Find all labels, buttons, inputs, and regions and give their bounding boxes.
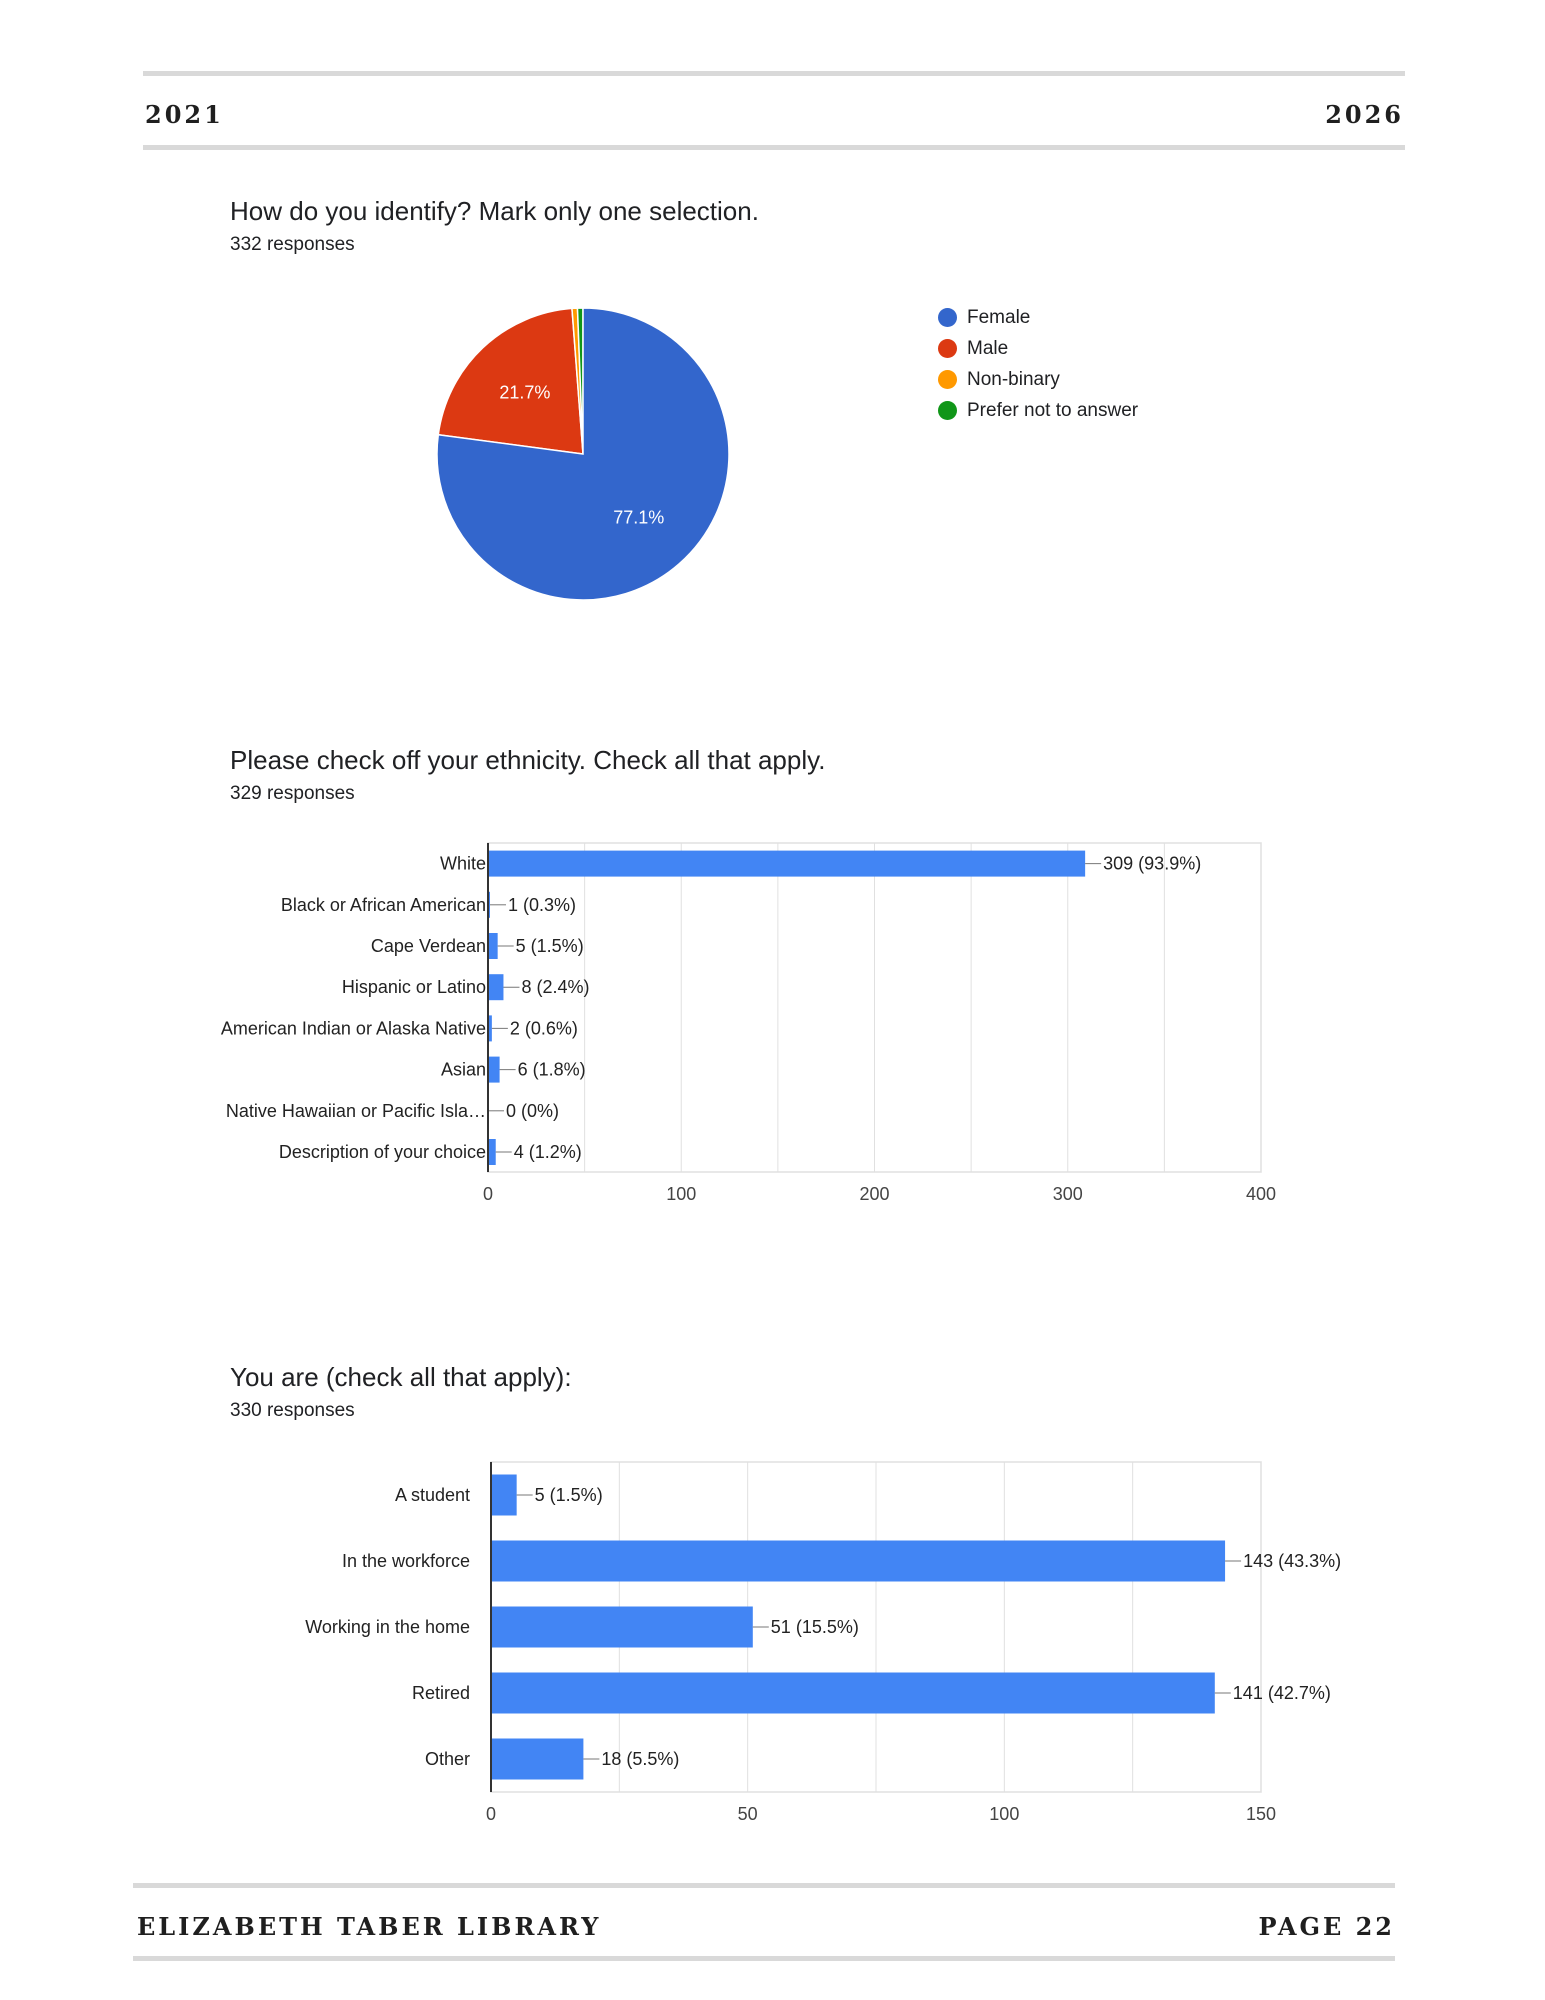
ethnicity-tick-label: 0	[482, 1184, 494, 1200]
ethnicity-data-label: 2 (0.6%)	[509, 1018, 578, 1039]
ethnicity-bar-cape-verdean	[488, 933, 498, 959]
ethnicity-data-label: 6 (1.8%)	[517, 1059, 586, 1080]
legend-swatch	[938, 401, 957, 420]
ethnicity-tick-label: 300	[1052, 1184, 1083, 1200]
status-data-label: 18 (5.5%)	[601, 1749, 680, 1769]
ethnicity-data-label: 8 (2.4%)	[521, 977, 590, 998]
status-data-label: 5 (1.5%)	[534, 1485, 603, 1505]
pie-label-female: 77.1%	[613, 507, 665, 528]
legend-item-non-binary	[938, 364, 1138, 395]
header-bottom-rule	[143, 145, 1405, 150]
status-bar-a-student	[491, 1475, 517, 1516]
legend-item-female	[938, 302, 1138, 333]
legend-swatch	[938, 370, 957, 389]
gender-chart-title: How do you identify? Mark only one selection.	[230, 196, 759, 226]
ethnicity-bar-chart	[0, 820, 1545, 1200]
ethnicity-tick-label: 400	[1245, 1184, 1277, 1200]
pie-slice-male	[438, 308, 583, 454]
status-tick-label: 100	[989, 1804, 1020, 1824]
status-tick-label: 150	[1245, 1804, 1277, 1824]
status-tick-label: 50	[737, 1804, 758, 1824]
status-bar-chart	[0, 1440, 1545, 1840]
header-year-start: 2021	[145, 100, 224, 129]
legend-label: Female	[967, 306, 1031, 328]
ethnicity-bar-description-of-your-choice	[488, 1139, 496, 1165]
legend-label: Non-binary	[967, 368, 1060, 390]
status-category-label: A student	[394, 1485, 470, 1505]
ethnicity-category-label: White	[439, 853, 486, 874]
ethnicity-data-label: 5 (1.5%)	[515, 936, 584, 956]
gender-pie-chart	[423, 294, 743, 614]
footer-page-number: PAGE 22	[1258, 1912, 1395, 1941]
gender-response-count: 332 responses	[230, 234, 355, 255]
ethnicity-chart-title: Please check off your ethnicity. Check all that apply.	[230, 745, 826, 775]
ethnicity-data-label: 0 (0%)	[506, 1100, 560, 1121]
status-data-label: 143 (43.3%)	[1243, 1551, 1342, 1571]
pie-label-male: 21.7%	[499, 382, 551, 403]
legend-label: Prefer not to answer	[967, 399, 1139, 421]
ethnicity-bar-hispanic-or-latino	[488, 974, 503, 1000]
header-year-end: 2026	[1325, 100, 1404, 129]
status-bar-retired	[491, 1673, 1215, 1714]
ethnicity-category-label: American Indian or Alaska Native	[220, 1018, 486, 1039]
ethnicity-response-count: 329 responses	[230, 783, 355, 804]
ethnicity-bar-white	[488, 851, 1085, 877]
footer-bottom-rule	[133, 1956, 1395, 1961]
legend-label: Male	[967, 337, 1009, 359]
legend-item-prefer-not-to-answer	[938, 395, 1138, 426]
ethnicity-bar-asian	[488, 1057, 500, 1083]
ethnicity-category-label: Asian	[440, 1059, 486, 1080]
status-category-label: Other	[424, 1749, 470, 1769]
ethnicity-data-label: 309 (93.9%)	[1103, 853, 1202, 874]
status-category-label: Retired	[411, 1683, 470, 1703]
gender-legend	[938, 302, 1138, 426]
status-bar-working-in-the-home	[491, 1607, 753, 1648]
ethnicity-category-label: Description of your choice	[278, 1142, 486, 1162]
ethnicity-category-label: Hispanic or Latino	[341, 977, 486, 998]
status-tick-label: 0	[485, 1804, 497, 1824]
status-data-label: 141 (42.7%)	[1232, 1683, 1331, 1703]
status-bar-other	[491, 1739, 583, 1780]
status-category-label: Working in the home	[305, 1617, 470, 1637]
ethnicity-data-label: 4 (1.2%)	[513, 1142, 582, 1162]
status-bar-in-the-workforce	[491, 1541, 1225, 1582]
ethnicity-tick-label: 200	[859, 1184, 890, 1200]
footer-library-name: ELIZABETH TABER LIBRARY	[137, 1912, 602, 1941]
legend-item-male	[938, 333, 1138, 364]
footer-top-rule	[133, 1883, 1395, 1888]
legend-swatch	[938, 339, 957, 358]
status-chart-title: You are (check all that apply):	[230, 1362, 572, 1392]
status-category-label: In the workforce	[341, 1551, 470, 1571]
ethnicity-data-label: 1 (0.3%)	[508, 894, 577, 915]
header-top-rule	[143, 71, 1405, 76]
ethnicity-category-label: Black or African American	[280, 894, 486, 915]
ethnicity-tick-label: 100	[666, 1184, 697, 1200]
ethnicity-category-label: Native Hawaiian or Pacific Isla…	[225, 1100, 486, 1121]
status-data-label: 51 (15.5%)	[770, 1617, 859, 1637]
ethnicity-category-label: Cape Verdean	[370, 936, 486, 956]
status-response-count: 330 responses	[230, 1400, 355, 1421]
legend-swatch	[938, 308, 957, 327]
